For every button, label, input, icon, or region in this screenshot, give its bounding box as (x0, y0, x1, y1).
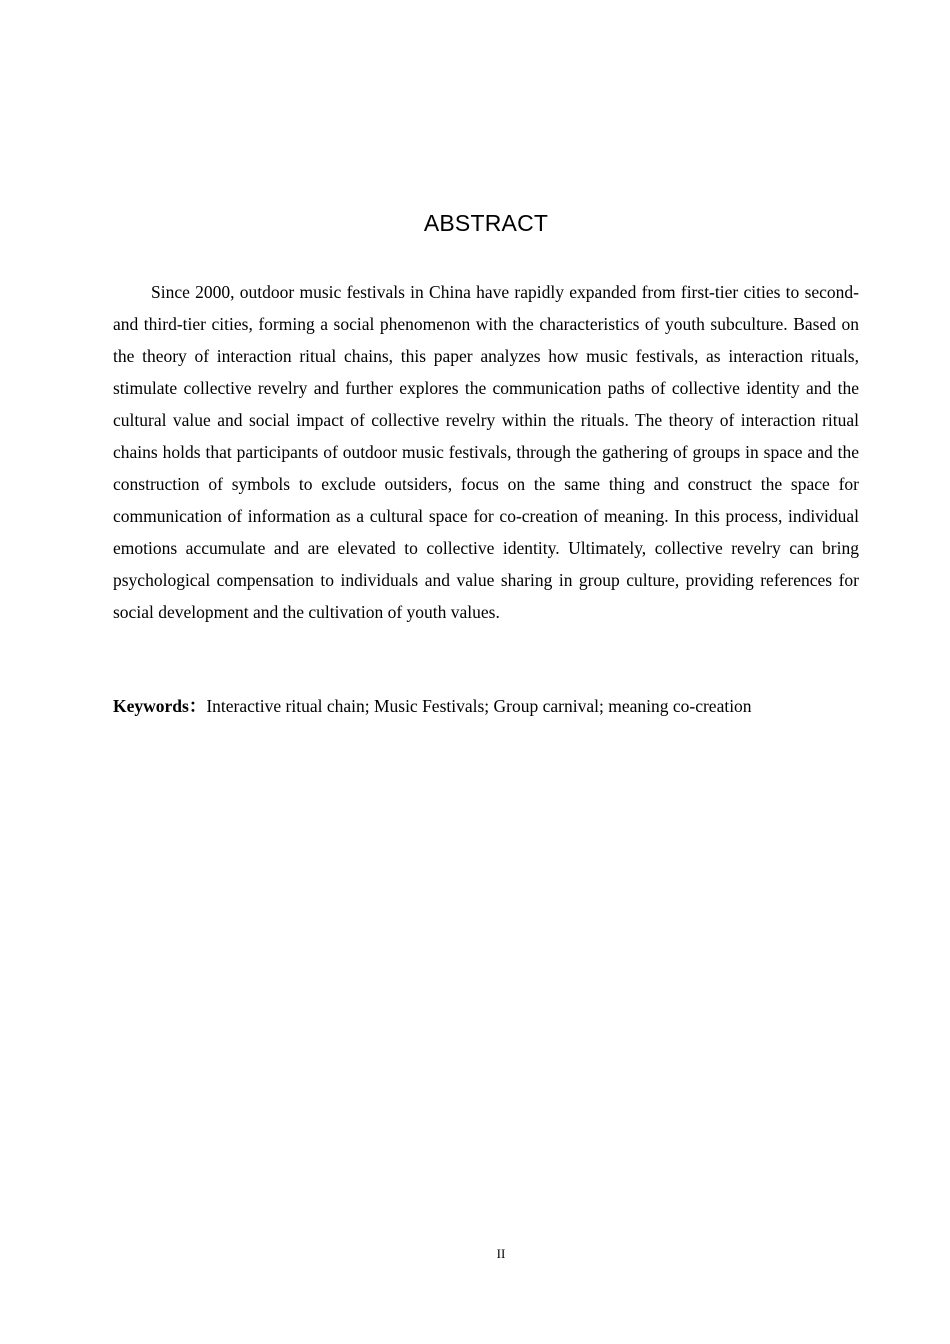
page-number: II (496, 1246, 506, 1261)
keywords-label: Keywords： (113, 696, 207, 716)
page-title: ABSTRACT (423, 210, 549, 236)
keywords-line (113, 690, 873, 722)
keywords-list: Interactive ritual chain; Music Festivals; Group carnival; meaning co-creation (206, 696, 752, 716)
abstract-paragraph: Since 2000, outdoor music festivals in China have rapidly expanded from first-tier cities to second- and third-tier cities, forming a social phenomenon with the characteristics of youth subculture. Based on the theory of interaction ritual chains, this paper analyzes how music festivals, as interaction rituals, stimulate collective revelry and further explores the communication paths of collective identity and the cultural value and social impact of collective revelry within the rituals. The theory of interaction ritual chains holds that participants of outdoor music festivals, through the gathering of groups in space and the construction of symbols to exclude outsiders, focus on the same thing and construct the space for communication of information as a cultural space for co-creation of meaning. In this process, individual emotions accumulate and are elevated to collective identity. Ultimately, collective revelry can bring psychological compensation to individuals and value sharing in group culture, providing references for social development and the cultivation of youth values. (113, 282, 859, 622)
